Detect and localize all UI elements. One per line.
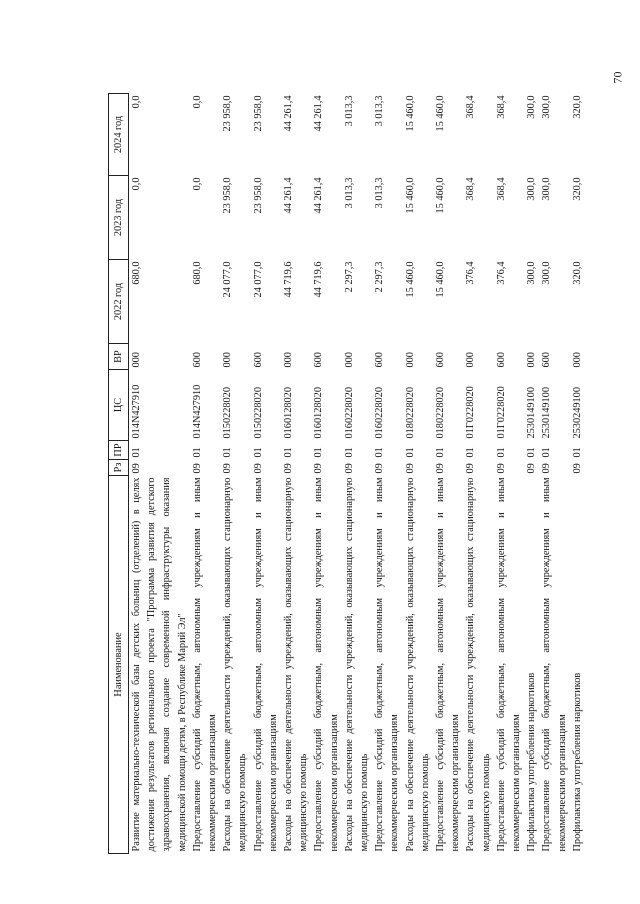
row-name: Профилактика употребления наркотиков <box>571 672 583 852</box>
row-name: Профилактика употребления наркотиков <box>526 672 538 852</box>
row-value-2023: 23 958,0 <box>222 177 234 214</box>
row-rz: 09 <box>404 463 416 474</box>
row-value-2024: 0,0 <box>191 95 203 109</box>
row-pr: 01 <box>495 447 507 458</box>
row-pr: 01 <box>465 447 477 458</box>
row-rz: 09 <box>571 463 583 474</box>
header-2022: 2022 год <box>109 260 129 344</box>
row-value-2022: 320,0 <box>571 261 583 285</box>
row-cs: 0160228020 <box>343 387 355 439</box>
row-value-2022: 300,0 <box>526 261 538 285</box>
table-header-row <box>109 94 129 854</box>
row-name: Развитие материально-технической базы детских больниц (отделений) в целях достижения результатов регионального проекта "Программа развития детского здравоохранения, включая создание современной инфраструктуры оказания медицинской помощи детям, в Республике Марий Эл" <box>131 477 188 852</box>
table-row <box>539 94 569 854</box>
row-pr: 01 <box>435 447 447 458</box>
table-row <box>281 94 311 854</box>
row-pr: 01 <box>374 447 386 458</box>
table-row <box>433 94 463 854</box>
row-pr: 01 <box>252 447 264 458</box>
row-vr: 600 <box>435 352 447 368</box>
row-rz: 09 <box>495 463 507 474</box>
row-value-2024: 23 958,0 <box>222 95 234 132</box>
row-rz: 09 <box>343 463 355 474</box>
row-value-2022: 44 719,6 <box>313 261 325 298</box>
header-pr: ПР <box>109 441 129 460</box>
row-rz: 09 <box>283 463 295 474</box>
budget-table <box>108 93 585 854</box>
row-cs: 0160128020 <box>283 387 295 439</box>
row-pr: 01 <box>222 447 234 458</box>
row-value-2024: 15 460,0 <box>404 95 416 132</box>
row-value-2024: 3 013,3 <box>343 95 355 127</box>
row-value-2024: 3 013,3 <box>374 95 386 127</box>
row-value-2022: 24 077,0 <box>252 261 264 298</box>
page-number: 70 <box>610 71 625 84</box>
row-cs: 0150228020 <box>222 387 234 439</box>
row-value-2023: 15 460,0 <box>435 177 447 214</box>
row-cs: 2530249100 <box>571 387 583 439</box>
row-pr: 01 <box>571 447 583 458</box>
header-2023: 2023 год <box>109 176 129 260</box>
table-row <box>220 94 250 854</box>
table-row <box>524 94 539 854</box>
table-body <box>129 94 586 854</box>
row-vr: 000 <box>131 352 142 368</box>
table-row <box>342 94 372 854</box>
row-name: Предоставление субсидий бюджетным, автономным учреждениям и иным некоммерческим организациям <box>374 477 401 852</box>
row-rz: 09 <box>252 463 264 474</box>
row-cs: 2530149100 <box>541 387 553 439</box>
row-value-2024: 368,4 <box>495 95 507 119</box>
row-value-2023: 300,0 <box>541 177 553 201</box>
row-value-2023: 0,0 <box>131 177 142 191</box>
row-vr: 000 <box>465 352 477 368</box>
row-value-2023: 368,4 <box>465 177 477 201</box>
row-rz: 09 <box>313 463 325 474</box>
row-pr: 01 <box>131 447 142 458</box>
table-row <box>311 94 341 854</box>
row-name: Предоставление субсидий бюджетным, автономным учреждениям и иным некоммерческим организациям <box>191 477 219 852</box>
row-rz: 09 <box>541 463 553 474</box>
row-cs: 0150228020 <box>252 387 264 439</box>
row-value-2023: 44 261,4 <box>283 177 295 214</box>
row-vr: 600 <box>252 352 264 368</box>
row-vr: 000 <box>283 352 295 368</box>
row-name: Расходы на обеспечение деятельности учреждений, оказывающих стационарную медицинскую помощь <box>222 477 249 852</box>
row-vr: 600 <box>495 352 507 368</box>
row-rz: 09 <box>191 463 203 474</box>
row-value-2022: 376,4 <box>495 261 507 285</box>
row-value-2024: 23 958,0 <box>252 95 264 132</box>
row-value-2022: 15 460,0 <box>435 261 447 298</box>
row-vr: 000 <box>404 352 416 368</box>
row-value-2022: 2 297,3 <box>374 261 386 293</box>
table-row <box>251 94 281 854</box>
row-pr: 01 <box>191 447 203 458</box>
row-rz: 09 <box>526 463 538 474</box>
row-name: Предоставление субсидий бюджетным, автономным учреждениям и иным некоммерческим организациям <box>435 477 462 852</box>
row-cs: 01Г0228020 <box>465 386 477 439</box>
row-value-2023: 23 958,0 <box>252 177 264 214</box>
row-value-2023: 44 261,4 <box>313 177 325 214</box>
row-value-2023: 15 460,0 <box>404 177 416 214</box>
row-value-2023: 300,0 <box>526 177 538 201</box>
row-vr: 600 <box>374 352 386 368</box>
row-pr: 01 <box>526 447 538 458</box>
header-name: Наименование <box>109 476 129 854</box>
row-value-2024: 15 460,0 <box>435 95 447 132</box>
row-value-2022: 2 297,3 <box>343 261 355 293</box>
row-cs: 0180228020 <box>435 387 447 439</box>
header-vr: ВР <box>109 344 129 370</box>
row-name: Расходы на обеспечение деятельности учреждений, оказывающих стационарную медицинскую помощь <box>343 477 371 852</box>
row-cs: 01Г0228020 <box>495 386 507 439</box>
row-value-2023: 0,0 <box>191 177 203 191</box>
row-name: Расходы на обеспечение деятельности учреждений, оказывающих стационарную медицинскую помощь <box>283 477 310 852</box>
row-vr: 600 <box>191 352 203 368</box>
row-value-2022: 376,4 <box>465 261 477 285</box>
row-rz: 09 <box>374 463 386 474</box>
row-value-2022: 300,0 <box>541 261 553 285</box>
row-name: Предоставление субсидий бюджетным, автономным учреждениям и иным некоммерческим организациям <box>495 477 523 852</box>
header-2024: 2024 год <box>109 94 129 176</box>
table-row <box>190 94 220 854</box>
row-rz: 09 <box>465 463 477 474</box>
row-name: Расходы на обеспечение деятельности учреждений, оказывающих стационарную медицинскую помощь <box>404 477 431 852</box>
row-value-2023: 320,0 <box>571 177 583 201</box>
table-row <box>403 94 433 854</box>
table-row <box>129 94 190 854</box>
row-value-2022: 680,0 <box>131 261 142 285</box>
row-value-2023: 368,4 <box>495 177 507 201</box>
row-value-2024: 300,0 <box>541 95 553 119</box>
row-rz: 09 <box>435 463 447 474</box>
table-row <box>494 94 524 854</box>
row-vr: 600 <box>541 352 553 368</box>
rotated-table-area <box>108 94 583 854</box>
row-value-2023: 3 013,3 <box>374 177 386 209</box>
row-value-2022: 44 719,6 <box>283 261 295 298</box>
row-value-2022: 680,0 <box>191 261 203 285</box>
row-name: Предоставление субсидий бюджетным, автономным учреждениям и иным некоммерческим организациям <box>541 477 568 852</box>
table-row <box>372 94 402 854</box>
row-value-2024: 320,0 <box>571 95 583 119</box>
row-name: Расходы на обеспечение деятельности учреждений, оказывающих стационарную медицинскую помощь <box>465 477 492 852</box>
row-value-2024: 44 261,4 <box>313 95 325 132</box>
row-vr: 000 <box>343 352 355 368</box>
row-pr: 01 <box>283 447 295 458</box>
row-vr: 000 <box>526 352 538 368</box>
row-cs: 2530149100 <box>526 387 538 439</box>
row-value-2024: 300,0 <box>526 95 538 119</box>
table-row <box>570 94 585 854</box>
row-value-2022: 24 077,0 <box>222 261 234 298</box>
row-value-2023: 3 013,3 <box>343 177 355 209</box>
row-pr: 01 <box>343 447 355 458</box>
row-name: Предоставление субсидий бюджетным, автономным учреждениям и иным некоммерческим организациям <box>252 477 279 852</box>
row-value-2024: 44 261,4 <box>283 95 295 132</box>
row-cs: 0160128020 <box>313 387 325 439</box>
row-vr: 000 <box>222 352 234 368</box>
row-pr: 01 <box>404 447 416 458</box>
row-value-2022: 15 460,0 <box>404 261 416 298</box>
header-rz: Рз <box>109 460 129 476</box>
row-cs: 014N427910 <box>131 384 142 439</box>
row-cs: 014N427910 <box>191 384 203 439</box>
row-pr: 01 <box>541 447 553 458</box>
row-vr: 600 <box>313 352 325 368</box>
row-vr: 000 <box>571 352 583 368</box>
header-cs: ЦС <box>109 370 129 441</box>
row-rz: 09 <box>131 463 142 474</box>
row-value-2024: 0,0 <box>131 95 142 109</box>
row-cs: 0180228020 <box>404 387 416 439</box>
row-cs: 0160228020 <box>374 387 386 439</box>
row-pr: 01 <box>313 447 325 458</box>
row-name: Предоставление субсидий бюджетным, автономным учреждениям и иным некоммерческим организациям <box>313 477 340 852</box>
row-value-2024: 368,4 <box>465 95 477 119</box>
table-row <box>463 94 493 854</box>
row-rz: 09 <box>222 463 234 474</box>
